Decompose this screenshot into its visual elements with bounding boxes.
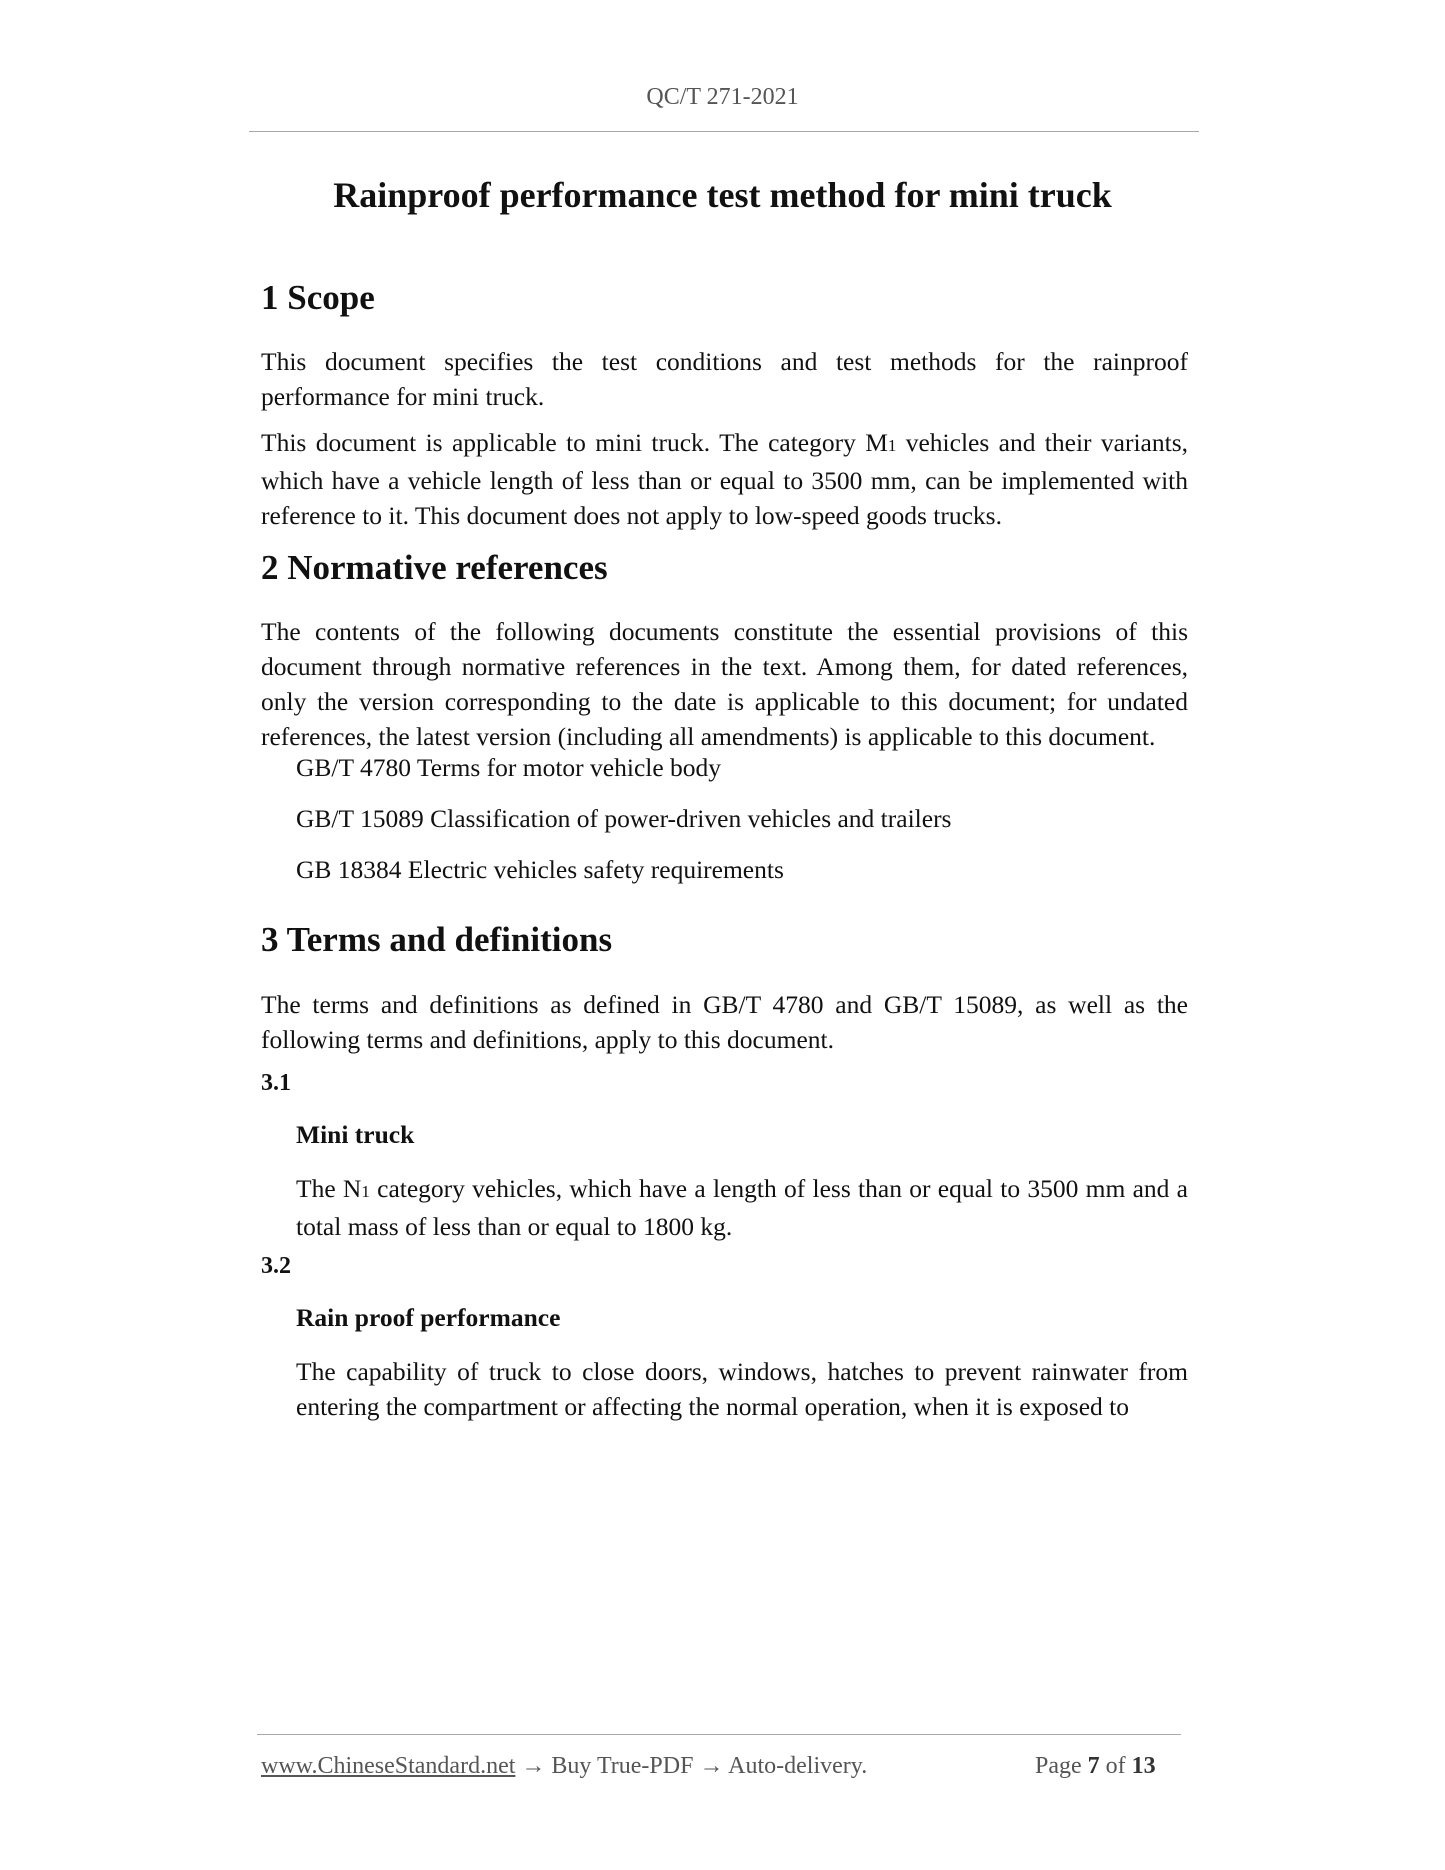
subscript-1: 1 <box>361 1182 370 1201</box>
term-definition <box>296 1171 1188 1244</box>
normative-paragraph: The contents of the following documents constitute the essential provisions of this document through normative references in the text. Among them, for dated references, only the version corresponding to the date is applicable to this document; for undated references, the latest version (including all amendments) is applicable to this document. <box>261 617 1188 751</box>
reference-item: GB 18384 Electric vehicles safety requirements <box>296 855 784 884</box>
reference-item: GB/T 15089 Classification of power-driven vehicles and trailers <box>296 804 952 833</box>
buy-true-pdf-text: Buy True-PDF <box>551 1753 694 1779</box>
reference-item: GB/T 4780 Terms for motor vehicle body <box>296 753 722 782</box>
footer-promo <box>261 1753 867 1780</box>
term-definition: The capability of truck to close doors, windows, hatches to prevent rainwater from entering the compartment or affecting the normal operation, when it is exposed to <box>296 1357 1188 1421</box>
arrow-right-icon: → <box>521 1753 546 1779</box>
scope-paragraph-2-text-a: This document is applicable to mini truck. The category M <box>261 428 888 457</box>
page-label: Page <box>1035 1753 1082 1779</box>
terms-paragraph: The terms and definitions as defined in GB/T 4780 and GB/T 15089, as well as the following terms and definitions, apply to this document. <box>261 990 1188 1054</box>
term-title: Rain proof performance <box>296 1303 561 1332</box>
header-divider <box>249 131 1199 132</box>
scope-paragraph-2 <box>261 425 1188 533</box>
scope-paragraph-1: This document specifies the test conditions and test methods for the rainproof performance for mini truck. <box>261 347 1188 411</box>
page-indicator <box>1035 1753 1156 1780</box>
document-title: Rainproof performance test method for mini truck <box>333 175 1112 215</box>
term-definition-text-b: category vehicles, which have a length of less than or equal to 3500 mm and a total mass of less than or equal to 1800 kg. <box>296 1174 1188 1241</box>
footer-divider <box>257 1734 1181 1735</box>
page-current: 7 <box>1087 1753 1100 1779</box>
auto-delivery-text: Auto-delivery. <box>728 1753 868 1779</box>
term-number: 3.1 <box>261 1070 291 1096</box>
of-label: of <box>1105 1753 1126 1779</box>
term-definition-text-a: The N <box>296 1174 362 1203</box>
scope-paragraph-2-text-b: vehicles and their variants, which have a vehicle length of less than or equal to 3500 mm, can be implemented with reference to it. This document does not apply to low-speed goods trucks. <box>261 428 1188 530</box>
subscript-1: 1 <box>887 436 897 455</box>
arrow-right-icon: → <box>699 1753 724 1779</box>
term-title: Mini truck <box>296 1120 415 1149</box>
section-heading-terms-and-definitions: 3 Terms and definitions <box>261 920 613 959</box>
section-heading-normative-references: 2 Normative references <box>261 548 608 587</box>
header-standard-code: QC/T 271-2021 <box>646 84 799 110</box>
page-total: 13 <box>1131 1753 1156 1779</box>
section-heading-scope: 1 Scope <box>261 278 375 317</box>
term-number: 3.2 <box>261 1253 291 1279</box>
website-link[interactable]: www.ChineseStandard.net <box>261 1753 516 1779</box>
